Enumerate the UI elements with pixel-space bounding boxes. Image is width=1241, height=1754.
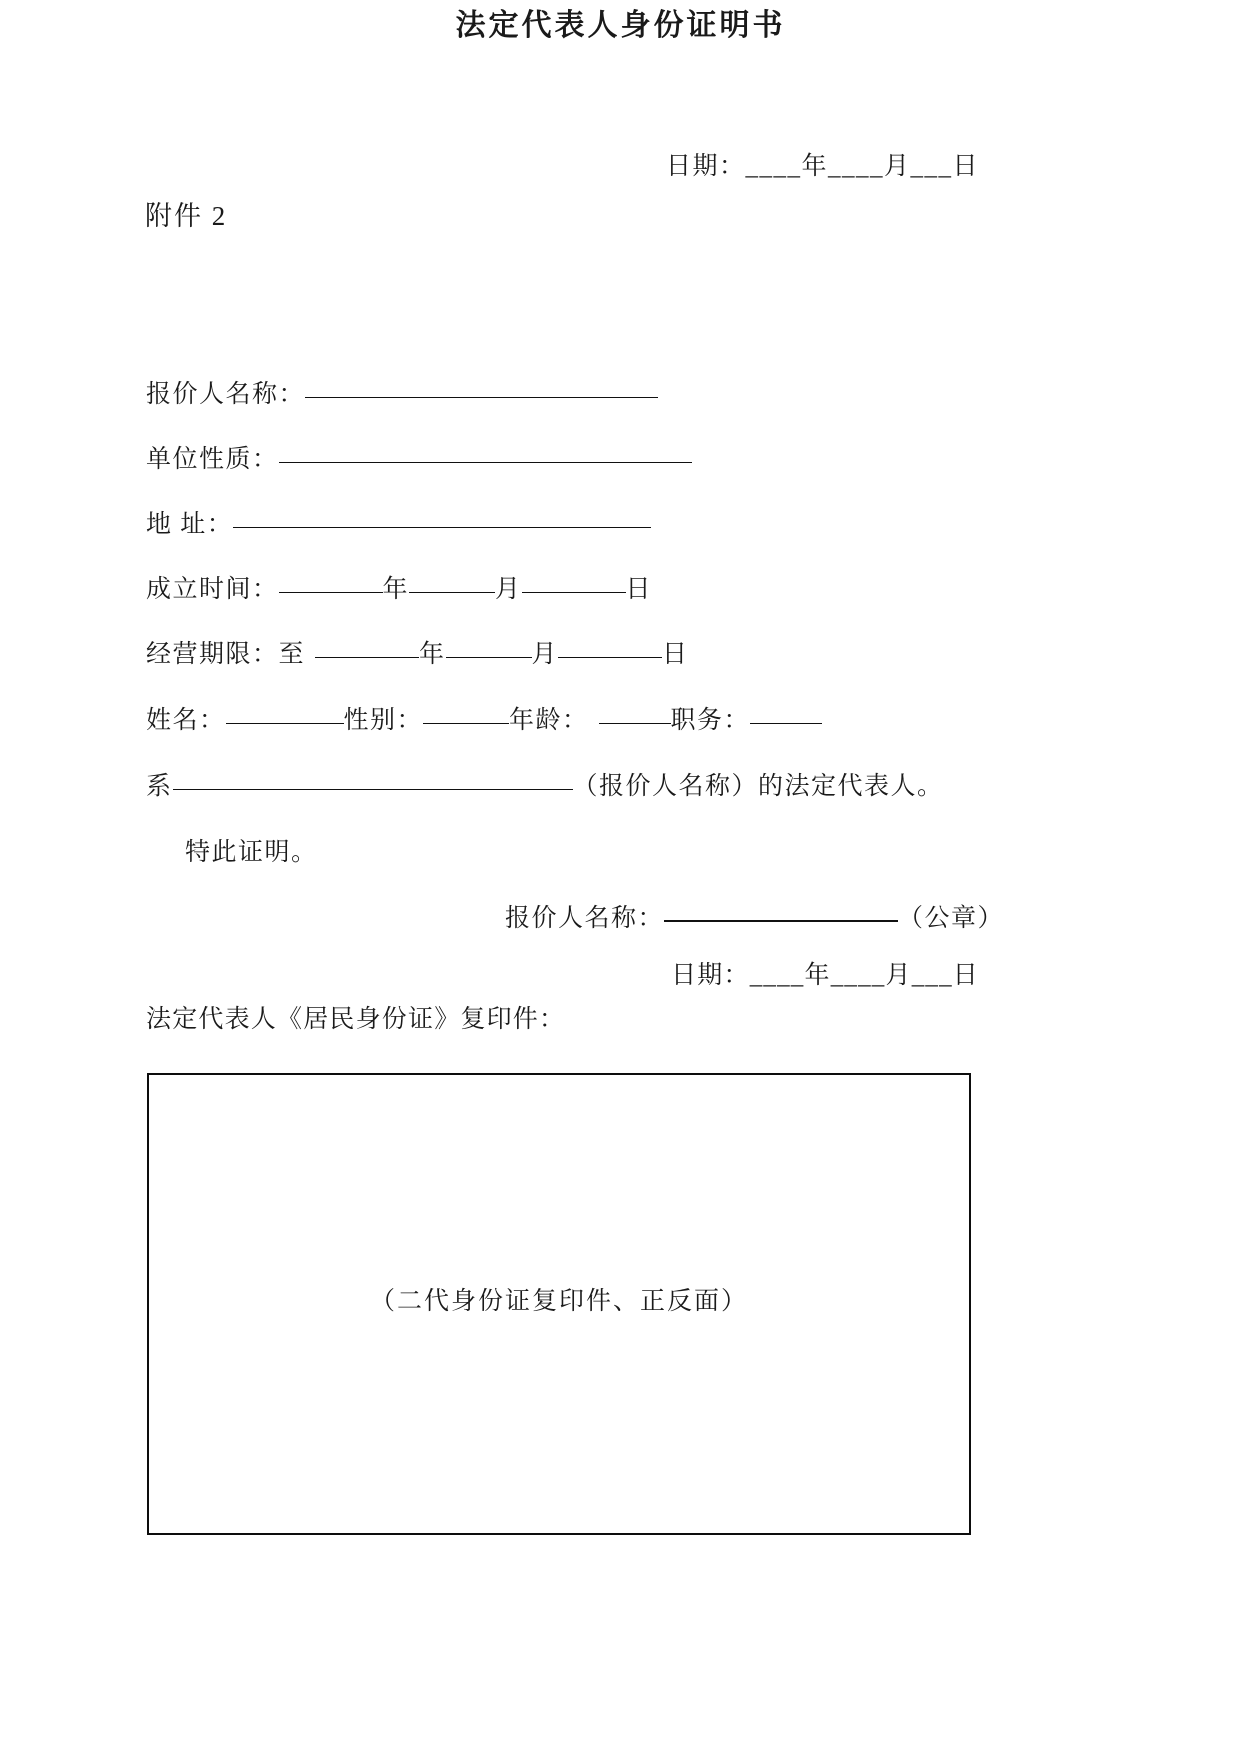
- field-operating-period-label: 经营期限：至: [146, 641, 306, 668]
- signature-bidder-name: [505, 898, 1004, 934]
- field-established-year-unit: 年: [382, 576, 410, 603]
- field-position-blank[interactable]: [750, 722, 822, 724]
- field-bidder-name-blank[interactable]: [305, 396, 658, 398]
- id-copy-heading: 法定代表人《居民身份证》复印件：: [146, 1006, 566, 1033]
- field-operating-year-unit: 年: [419, 641, 446, 668]
- field-operating-day-blank[interactable]: [558, 656, 662, 658]
- id-copy-box[interactable]: [147, 1073, 971, 1535]
- field-operating-year-blank[interactable]: [315, 656, 419, 658]
- field-age-label: 年龄：: [509, 707, 589, 734]
- field-person-name-blank[interactable]: [226, 722, 344, 724]
- field-established-date: [146, 569, 652, 605]
- attachment-label: 附件 2: [145, 201, 228, 231]
- relation-suffix-label: （报价人名称）的法定代表人。: [572, 773, 944, 800]
- field-unit-nature-blank[interactable]: [279, 461, 692, 463]
- field-operating-month-unit: 月: [531, 641, 559, 668]
- field-address-label: 地 址：: [146, 511, 234, 538]
- field-relation-statement: [146, 766, 944, 802]
- certify-text: 特此证明。: [185, 839, 318, 866]
- field-bidder-name: [146, 374, 658, 410]
- page-title: 法定代表人身份证明书: [455, 9, 786, 42]
- field-gender-blank[interactable]: [423, 722, 509, 724]
- field-address: [146, 504, 651, 540]
- signature-date-line: 日期：____年____月___日: [671, 962, 979, 989]
- field-established-day-unit: 日: [625, 576, 653, 603]
- relation-prefix-label: 系: [146, 773, 173, 800]
- relation-blank[interactable]: [173, 788, 573, 790]
- field-established-month-unit: 月: [495, 576, 522, 603]
- field-address-blank[interactable]: [233, 526, 651, 528]
- field-operating-period: [146, 634, 689, 670]
- signature-bidder-name-blank[interactable]: [664, 919, 898, 922]
- field-legal-person-info: [146, 700, 822, 736]
- field-age-blank[interactable]: [599, 722, 671, 724]
- field-established-month-blank[interactable]: [409, 591, 495, 593]
- field-established-day-blank[interactable]: [522, 591, 626, 593]
- seal-note-label: （公章）: [898, 905, 1005, 932]
- field-established-year-blank[interactable]: [279, 591, 383, 593]
- id-copy-box-caption: （二代身份证复印件、正反面）: [369, 1288, 748, 1315]
- field-position-label: 职务：: [670, 707, 751, 734]
- field-established-label: 成立时间：: [146, 576, 279, 603]
- field-gender-label: 性别：: [343, 707, 424, 734]
- field-unit-nature: [146, 439, 692, 475]
- field-bidder-name-label: 报价人名称：: [146, 381, 306, 408]
- signature-bidder-name-label: 报价人名称：: [505, 905, 665, 932]
- field-person-name-label: 姓名：: [146, 707, 226, 734]
- field-unit-nature-label: 单位性质：: [146, 446, 279, 473]
- field-operating-day-unit: 日: [662, 641, 689, 668]
- field-operating-month-blank[interactable]: [446, 656, 532, 658]
- top-date-line: 日期：____年____月___日: [665, 153, 979, 180]
